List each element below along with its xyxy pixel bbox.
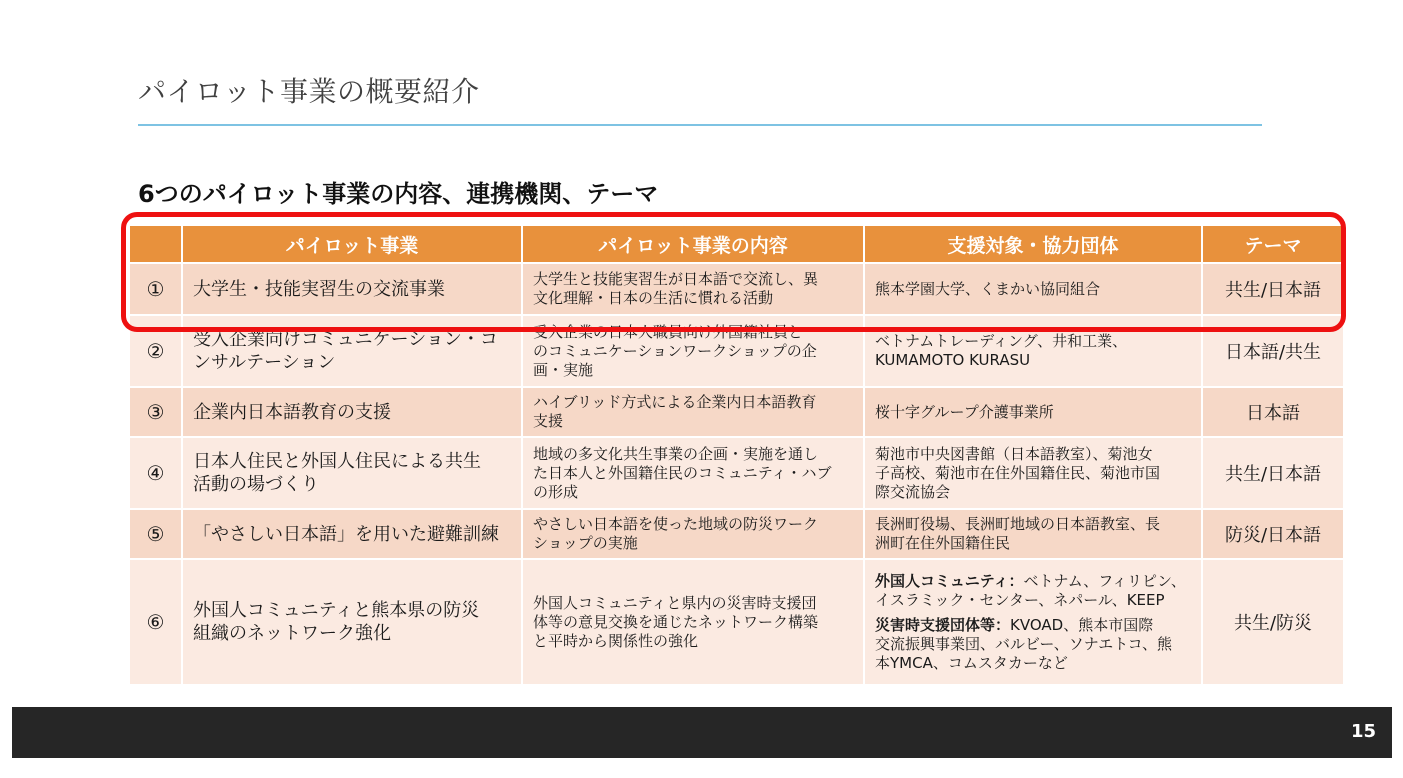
project-name-line: 日本人住民と外国人住民による共生 — [193, 451, 481, 472]
partners-group-label: 災害時支援団体等： — [875, 615, 1011, 634]
row-number: ① — [129, 263, 182, 315]
project-name — [182, 509, 522, 559]
partners-line: ベトナム、フィリピン、 — [1023, 571, 1186, 590]
project-name — [182, 315, 522, 387]
project-partners — [864, 509, 1202, 559]
project-partners — [864, 559, 1202, 685]
table-subtitle: 6つのパイロット事業の内容、連携機関、テーマ — [138, 180, 659, 208]
project-name-line: 「やさしい日本語」を用いた避難訓練 — [193, 523, 499, 545]
row-number: ③ — [129, 387, 182, 437]
project-content — [522, 509, 864, 559]
header-partners: 支援対象・協力団体 — [864, 225, 1202, 263]
project-theme: 共生/日本語 — [1202, 263, 1344, 315]
partners-line: KVOAD、熊本市国際 — [1010, 615, 1154, 634]
row-number: ④ — [129, 437, 182, 509]
content-line: 受入企業の日本人職員向け外国籍社員と — [533, 322, 804, 341]
project-name — [182, 559, 522, 685]
table-row — [129, 437, 1344, 509]
footer-bar — [12, 707, 1392, 758]
project-content — [522, 437, 864, 509]
content-line: 支援 — [533, 412, 564, 430]
header-theme: テーマ — [1202, 225, 1344, 263]
content-line: 体等の意見交換を通じたネットワーク構築 — [533, 612, 819, 631]
partners-line: 交流振興事業団、バルビー、ソナエトコ、熊 — [875, 634, 1173, 653]
project-name — [182, 387, 522, 437]
partners-line: ベトナムトレーディング、井和工業、 — [875, 332, 1128, 350]
page-number: 15 — [1350, 721, 1376, 742]
content-line: ハイブリッド方式による企業内日本語教育 — [533, 393, 817, 411]
content-line: 外国人コミュニティと県内の災害時支援団 — [533, 593, 817, 612]
project-content — [522, 559, 864, 685]
title-divider — [138, 124, 1262, 126]
project-theme: 日本語 — [1202, 387, 1344, 437]
partners-line: 際交流協会 — [875, 482, 951, 501]
partners-group-label: 外国人コミュニティ： — [875, 571, 1024, 590]
content-line: ショップの実施 — [533, 534, 638, 552]
partners-line: 子高校、菊池市在住外国籍住民、菊池市国 — [875, 463, 1161, 482]
project-partners — [864, 437, 1202, 509]
project-name-line: 組織のネットワーク強化 — [193, 623, 391, 644]
header-project: パイロット事業 — [182, 225, 522, 263]
project-theme: 日本語/共生 — [1202, 315, 1344, 387]
project-name — [182, 263, 522, 315]
content-line: やさしい日本語を使った地域の防災ワーク — [533, 515, 819, 533]
table-header-row — [129, 225, 1344, 263]
project-name — [182, 437, 522, 509]
partners-line: 熊本学園大学、くまかい協同組合 — [875, 279, 1101, 298]
partners-line: 桜十字グループ介護事業所 — [875, 402, 1054, 421]
header-content: パイロット事業の内容 — [522, 225, 864, 263]
table-row — [129, 559, 1344, 685]
header-num — [129, 225, 182, 263]
project-partners — [864, 315, 1202, 387]
content-line: た日本人と外国籍住民のコミュニティ・ハブ — [533, 463, 832, 482]
partners-line: 本YMCA、コムスタカーなど — [875, 653, 1068, 672]
row-number: ② — [129, 315, 182, 387]
slide-title: パイロット事業の概要紹介 — [138, 75, 480, 108]
content-line: の形成 — [533, 482, 579, 501]
project-name-line: 企業内日本語教育の支援 — [193, 401, 391, 423]
pilot-projects-table — [128, 224, 1345, 686]
table-row — [129, 387, 1344, 437]
row-number: ⑤ — [129, 509, 182, 559]
table-row — [129, 509, 1344, 559]
project-name-line: 活動の場づくり — [193, 474, 319, 495]
project-theme: 共生/日本語 — [1202, 437, 1344, 509]
partners-line: イスラミック・センター、ネパール、KEEP — [875, 590, 1165, 609]
content-line: と平時から関係性の強化 — [533, 631, 699, 650]
content-line: 地域の多文化共生事業の企画・実施を通し — [533, 444, 819, 463]
content-line: 文化理解・日本の生活に慣れる活動 — [533, 289, 774, 307]
project-content — [522, 315, 864, 387]
project-theme: 共生/防災 — [1202, 559, 1344, 685]
partners-line: KUMAMOTO KURASU — [875, 351, 1031, 369]
content-line: のコミュニケーションワークショップの企 — [533, 341, 817, 360]
project-content — [522, 387, 864, 437]
project-name-line: 大学生・技能実習生の交流事業 — [193, 278, 445, 300]
project-name-line: ンサルテーション — [193, 352, 336, 373]
project-partners — [864, 263, 1202, 315]
partners-line: 長洲町役場、長洲町地域の日本語教室、長 — [875, 515, 1161, 533]
project-name-line: 外国人コミュニティと熊本県の防災 — [193, 600, 480, 621]
project-name-line: 受入企業向けコミュニケーション・コ — [193, 329, 498, 350]
row-number: ⑥ — [129, 559, 182, 685]
partners-line: 洲町在住外国籍住民 — [875, 534, 1011, 552]
table-row — [129, 263, 1344, 315]
content-line: 大学生と技能実習生が日本語で交流し、異 — [533, 270, 819, 288]
project-partners — [864, 387, 1202, 437]
project-theme: 防災/日本語 — [1202, 509, 1344, 559]
project-content — [522, 263, 864, 315]
table-row — [129, 315, 1344, 387]
content-line: 画・実施 — [533, 360, 594, 379]
partners-line: 菊池市中央図書館（日本語教室）、菊池女 — [875, 444, 1153, 463]
